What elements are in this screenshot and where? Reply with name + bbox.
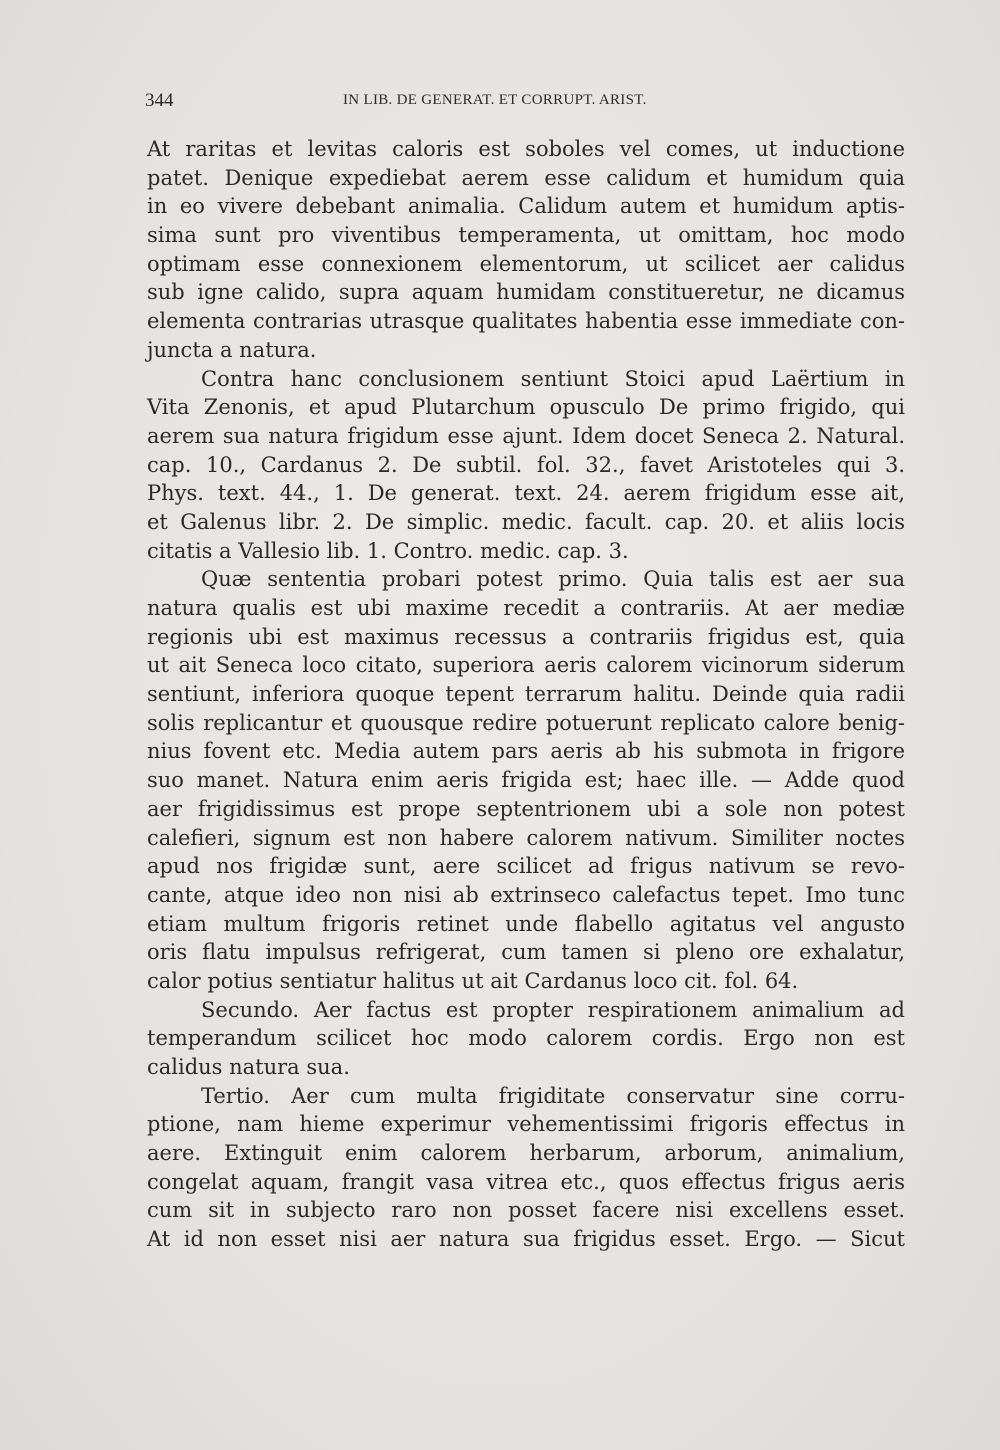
running-head: [145, 90, 905, 112]
text-line: At id non esset nisi aer natura sua frigidus esset. Ergo. — Sicut: [147, 1227, 905, 1252]
text-line: etiam multum frigoris retinet unde flabello agitatus vel angusto: [147, 911, 905, 936]
text-line: juncta a natura.: [147, 337, 317, 362]
text-line: sentiunt, inferiora quoque tepent terrarum halitu. Deinde quia radii: [147, 682, 905, 707]
text-line: Vita Zenonis, et apud Plutarchum opusculo De primo frigido, qui: [147, 395, 905, 420]
text-line: citatis a Vallesio lib. 1. Contro. medic. cap. 3.: [147, 538, 629, 563]
text-line: optimam esse connexionem elementorum, ut scilicet aer calidus: [147, 251, 905, 276]
text-line: congelat aquam, frangit vasa vitrea etc., quos effectus frigus aeris: [147, 1169, 905, 1194]
text-line: cum sit in subjecto raro non posset facere nisi excellens esset.: [147, 1198, 905, 1223]
text-line: patet. Denique expediebat aerem esse calidum et humidum quia: [147, 165, 905, 190]
text-line: regionis ubi est maximus recessus a contrariis frigidus est, quia: [147, 624, 905, 649]
page-number: 344: [145, 90, 174, 111]
paragraph: [147, 565, 905, 995]
paragraph: [147, 135, 905, 365]
text-line: Secundo. Aer factus est propter respirationem animalium ad: [201, 997, 905, 1022]
text-line: temperandum scilicet hoc modo calorem cordis. Ergo non est: [147, 1026, 905, 1051]
body-text: [147, 135, 905, 1254]
text-line: aer frigidissimus est prope septentrionem ubi a sole non potest: [147, 796, 905, 821]
text-line: et Galenus libr. 2. De simplic. medic. facult. cap. 20. et aliis locis: [147, 509, 905, 534]
text-line: elementa contrarias utrasque qualitates habentia esse immediate con-: [147, 309, 905, 334]
text-line: nius fovent etc. Media autem pars aeris ab his submota in frigore: [147, 739, 905, 764]
text-line: oris flatu impulsus refrigerat, cum tamen si pleno ore exhalatur,: [147, 940, 905, 965]
text-line: ut ait Seneca loco citato, superiora aeris calorem vicinorum siderum: [147, 653, 905, 678]
text-line: calidus natura sua.: [147, 1055, 350, 1079]
text-line: Phys. text. 44., 1. De generat. text. 24. aerem frigidum esse ait,: [147, 481, 905, 506]
text-line: At raritas et levitas caloris est soboles vel comes, ut inductione: [147, 137, 905, 161]
text-line: sub igne calido, supra aquam humidam constitueretur, ne dicamus: [147, 280, 905, 305]
text-line: suo manet. Natura enim aeris frigida est; haec ille. — Adde quod: [147, 768, 905, 793]
text-line: natura qualis est ubi maxime recedit a contrariis. At aer mediæ: [147, 596, 905, 620]
text-line: sima sunt pro viventibus temperamenta, ut omittam, hoc modo: [147, 223, 905, 248]
text-line: ptione, nam hieme experimur vehementissimi frigoris effectus in: [147, 1112, 905, 1137]
text-line: Quæ sententia probari potest primo. Quia talis est aer sua: [201, 567, 905, 592]
text-line: calor potius sentiatur halitus ut ait Cardanus loco cit. fol. 64.: [147, 968, 799, 993]
text-line: apud nos frigidæ sunt, aere scilicet ad frigus nativum se revo-: [147, 854, 905, 879]
text-line: cante, atque ideo non nisi ab extrinseco calefactus tepet. Imo tunc: [147, 882, 905, 907]
text-line: solis replicantur et quousque redire potuerunt replicato calore benig-: [147, 710, 905, 735]
paragraph: [147, 1082, 905, 1254]
paragraph: [147, 996, 905, 1082]
text-line: Tertio. Aer cum multa frigiditate conservatur sine corru-: [201, 1083, 905, 1108]
text-line: Contra hanc conclusionem sentiunt Stoici apud Laërtium in: [201, 366, 905, 391]
running-title: IN LIB. DE GENERAT. ET CORRUPT. ARIST.: [343, 92, 647, 108]
text-line: calefieri, signum est non habere calorem nativum. Similiter noctes: [147, 825, 905, 850]
paragraph: [147, 365, 905, 566]
text-line: aere. Extinguit enim calorem herbarum, arborum, animalium,: [147, 1141, 905, 1166]
text-line: aerem sua natura frigidum esse ajunt. Idem docet Seneca 2. Natural.: [147, 423, 905, 448]
text-line: cap. 10., Cardanus 2. De subtil. fol. 32., favet Aristoteles qui 3.: [147, 452, 905, 477]
text-line: in eo vivere debebant animalia. Calidum autem et humidum aptis-: [147, 194, 905, 219]
